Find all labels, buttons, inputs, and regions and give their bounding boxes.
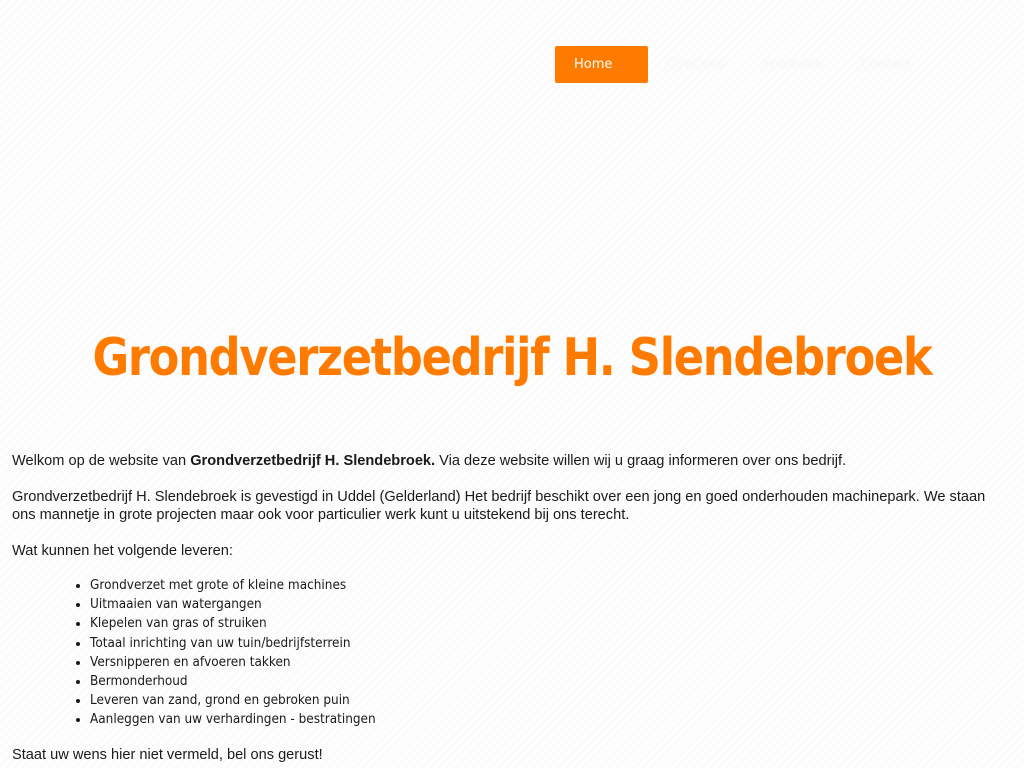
services-list [12, 576, 1012, 730]
list-item [90, 614, 1012, 633]
service-label: Leveren van zand, grond en gebroken puin [90, 693, 350, 709]
list-item [90, 710, 1012, 729]
list-item [90, 634, 1012, 653]
intro-company-name: Grondverzetbedrijf H. Slendebroek. [190, 453, 436, 469]
nav-item-home[interactable]: Home [555, 46, 648, 83]
nav-item-over-ons[interactable]: Over ons [667, 57, 726, 72]
list-item [90, 576, 1012, 595]
service-label: Totaal inrichting van uw tuin/bedrijfsterrein [90, 635, 351, 651]
list-item [90, 653, 1012, 672]
list-item [90, 672, 1012, 691]
main-content [12, 452, 1012, 768]
main-nav [555, 46, 931, 83]
service-label: Versnipperen en afvoeren takken [90, 654, 291, 670]
list-item [90, 595, 1012, 614]
page-title: Grondverzetbedrijf H. Slendebroek [92, 328, 932, 388]
intro-paragraph [12, 452, 1012, 470]
service-label: Klepelen van gras of struiken [90, 616, 267, 632]
services-heading: Wat kunnen het volgende leveren: [12, 543, 233, 559]
service-label: Aanleggen van uw verhardingen - bestratingen [90, 712, 376, 728]
service-label: Bermonderhoud [90, 674, 188, 690]
service-label: Uitmaaien van watergangen [90, 597, 262, 613]
intro-prefix: Welkom op de website van [12, 453, 191, 469]
about-paragraph: Grondverzetbedrijf H. Slendebroek is gevestigd in Uddel (Gelderland) Het bedrijf beschikt over een jong en goed onderhouden machinepark. We staan ons mannetje in grote projecten maar ook voor particulier werk kunt u uitstekend bij ons terecht. [12, 489, 986, 523]
intro-suffix: Via deze website willen wij u graag informeren over ons bedrijf. [435, 453, 847, 469]
nav-item-fotoboek[interactable]: Fotoboek [763, 57, 824, 72]
closing-paragraph: Staat uw wens hier niet vermeld, bel ons gerust! [12, 746, 323, 763]
list-item [90, 691, 1012, 710]
nav-item-contact[interactable]: Contact [861, 57, 912, 72]
service-label: Grondverzet met grote of kleine machines [90, 578, 347, 593]
